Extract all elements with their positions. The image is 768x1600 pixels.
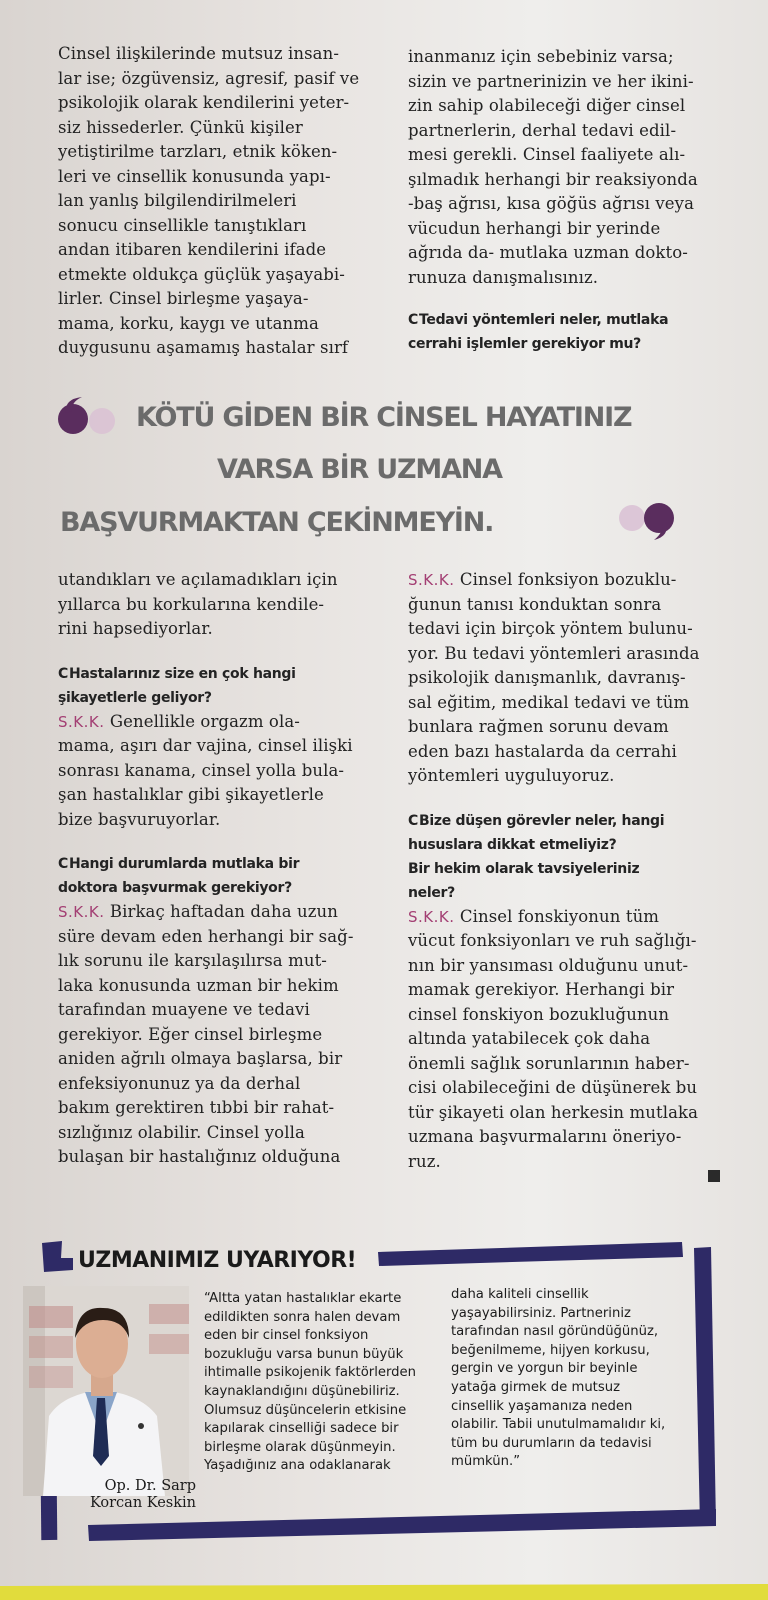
- text-line: psikolojik danışmanlık, davranış-: [408, 668, 686, 687]
- text-line: tüm bu durumların da tedavisi: [451, 1435, 652, 1451]
- expert-quote-right: [451, 1286, 691, 1472]
- text-line: ruz.: [408, 1151, 441, 1171]
- question-mark: C: [408, 312, 418, 328]
- text-line: utandıkları ve açılamadıkları için: [58, 570, 338, 589]
- text-line: aniden ağrılı olmaya başlarsa, bir: [58, 1049, 343, 1068]
- pull-quote-line: KÖTÜ GİDEN BİR CİNSEL HAYATINIZ: [136, 402, 632, 433]
- text-line: mesi gerekli. Cinsel faaliyete alı-: [408, 145, 686, 164]
- text-line: bunlara rağmen sorunu devam: [408, 717, 669, 736]
- text-line: ihtimalle psikojenik faktörlerden: [204, 1365, 417, 1381]
- text-line: yor. Bu tedavi yöntemleri arasında: [408, 643, 700, 663]
- text-line: yetiştirilme tarzları, etnik köken-: [58, 142, 338, 161]
- text-line: eden bir cinsel fonksiyon: [204, 1328, 369, 1344]
- question-line: Tedavi yöntemleri neler, mutlaka: [418, 312, 669, 328]
- question-line: hususlara dikkat etmeliyiz?: [408, 836, 617, 853]
- answer-line: Genellikle orgazm ola-: [109, 711, 300, 731]
- doctor-name-line: Korcan Keskin: [89, 1495, 196, 1511]
- question-line: Hastalarınız size en çok hangi: [68, 665, 296, 682]
- text-line: vücut fonksiyonları ve ruh sağlığı-: [408, 931, 697, 950]
- answer-line: Birkaç haftadan daha uzun: [109, 902, 338, 921]
- text-line: mama, aşırı dar vajina, cinsel ilişki: [58, 736, 353, 755]
- text-line: yıllarca bu korkularına kendile-: [58, 594, 325, 614]
- pull-quote-line: VARSA BİR UZMANA: [217, 454, 502, 485]
- question-line: Hangi durumlarda mutlaka bir: [68, 856, 300, 872]
- text-line: sonrası kanama, cinsel yolla bula-: [58, 760, 345, 780]
- text-line: -baş ağrısı, kısa göğüs ağrısı veya: [408, 194, 695, 213]
- text-line: olabilir. Tabii unutulmamalıdır ki,: [451, 1417, 666, 1433]
- text-line: bakım gerektiren tıbbi bir rahat-: [58, 1098, 335, 1117]
- text-line: siz hissederler. Çünkü kişiler: [58, 117, 303, 137]
- text-line: vücudun herhangi bir yerinde: [408, 218, 661, 238]
- text-line: beğenilmeme, hijyen korkusu,: [451, 1342, 650, 1358]
- text-line: lık sorunu ile karşılaşılırsa mut-: [58, 951, 327, 970]
- text-line: sızlığınız olabilir. Cinsel yolla: [58, 1122, 305, 1142]
- text-line: sal eğitim, medikal tedavi ve tüm: [408, 692, 690, 712]
- interviewee-initials: S.K.K.: [58, 903, 105, 921]
- text-line: yaşayabilirsiniz. Partneriniz: [451, 1305, 631, 1321]
- question-mark: C: [58, 856, 68, 872]
- text-line: andan itibaren kendilerini ifade: [58, 240, 327, 259]
- text-line: nın bir yansıması olduğunu unut-: [408, 955, 689, 975]
- text-line: edildikten sonra halen devam: [204, 1309, 401, 1325]
- text-line: eden bazı hastalarda da cerrahi: [408, 741, 677, 761]
- question-line: neler?: [408, 884, 455, 901]
- text-line: psikolojik olarak kendilerini yeter-: [58, 93, 350, 112]
- doctor-name-line: Op. Dr. Sarp: [104, 1478, 196, 1494]
- question-line: Bize düşen görevler neler, hangi: [418, 812, 665, 829]
- text-line: rini hapsediyorlar.: [58, 619, 213, 638]
- text-line: birleşme olarak düşünmeyin.: [204, 1439, 396, 1455]
- text-line: tür şikayeti olan herkesin mutlaka: [408, 1102, 699, 1122]
- text-line: uzmana başvurmalarını öneriyo-: [408, 1127, 682, 1146]
- question-line: şikayetlerle geliyor?: [58, 689, 212, 706]
- text-line: cisi olabileceğini de düşünerek bu: [408, 1078, 698, 1097]
- text-line: ağrıda da- mutlaka uzman dokto-: [408, 243, 688, 262]
- text-line: gerekiyor. Eğer cinsel birleşme: [58, 1024, 323, 1044]
- text-line: enfeksiyonunuz ya da derhal: [58, 1073, 301, 1093]
- question-line: doktora başvurmak gerekiyor?: [58, 880, 292, 896]
- text-line: laka konusunda uzman bir hekim: [58, 975, 339, 995]
- question-mark: C: [408, 812, 418, 829]
- text-line: duygusunu aşamamış hastalar sırf: [58, 338, 349, 357]
- text-line: “Altta yatan hastalıklar ekarte: [204, 1291, 402, 1306]
- text-line: ğunun tanısı konduktan sonra: [408, 594, 662, 614]
- text-line: tedavi için birçok yöntem bulunu-: [408, 619, 693, 638]
- text-line: partnerlerin, derhal tedavi edil-: [408, 120, 677, 140]
- text-line: sizin ve partnerinizin ve her ikini-: [408, 71, 694, 91]
- doctor-photo: [23, 1286, 189, 1496]
- text-line: yöntemleri uyguluyoruz.: [408, 766, 615, 785]
- text-line: mümkün.”: [451, 1454, 521, 1470]
- text-line: Olumsuz düşüncelerin etkisine: [204, 1402, 407, 1418]
- answer-line: Cinsel fonksiyon bozuklu-: [459, 570, 677, 589]
- quote-text: [204, 1290, 434, 1476]
- text-line: zin sahip olabileceği diğer cinsel: [408, 96, 686, 115]
- text-line: daha kaliteli cinsellik: [451, 1287, 589, 1302]
- text-line: lirler. Cinsel birleşme yaşaya-: [58, 289, 309, 308]
- text-line: Cinsel ilişkilerinde mutsuz insan-: [58, 44, 340, 63]
- question-mark: C: [58, 665, 68, 682]
- text-line: inanmanız için sebebiniz varsa;: [408, 47, 674, 66]
- text-line: altında yatabilecek çok daha: [408, 1029, 651, 1048]
- text-line: önemli sağlık sorunlarının haber-: [408, 1053, 690, 1073]
- interviewee-initials: S.K.K.: [408, 571, 455, 589]
- doctor-name: [72, 1478, 196, 1512]
- text-line: şılmadık herhangi bir reaksiyonda: [408, 169, 698, 189]
- question-line: Bir hekim olarak tavsiyeleriniz: [408, 860, 640, 877]
- text-line: bozukluğu varsa bunun büyük: [204, 1346, 404, 1362]
- text-line: bulaşan bir hastalığınız olduğuna: [58, 1147, 341, 1166]
- text-line: sonucu cinsellikle tanıştıkları: [58, 215, 307, 235]
- text-line: leri ve cinsellik konusunda yapı-: [58, 166, 331, 186]
- answer-line: Cinsel fonskiyonun tüm: [459, 906, 660, 926]
- quote-text: [451, 1286, 691, 1472]
- box-title: UZMANIMIZ UYARIYOR!: [78, 1248, 357, 1273]
- text-line: yatağa girmek de mutsuz: [451, 1379, 620, 1395]
- text-line: runuza danışmalısınız.: [408, 267, 599, 287]
- text-line: lan yanlış bilgilendirilmeleri: [58, 191, 297, 210]
- text-line: mama, korku, kaygı ve utanma: [58, 313, 319, 333]
- pull-quote-line: BAŞVURMAKTAN ÇEKİNMEYİN.: [60, 507, 494, 538]
- text-line: mamak gerekiyor. Herhangi bir: [408, 980, 675, 999]
- text-line: cinsel fonskiyon bozukluğunun: [408, 1004, 670, 1024]
- text-line: gergin ve yorgun bir beyinle: [451, 1361, 638, 1377]
- interviewee-initials: S.K.K.: [58, 712, 105, 731]
- text-line: kaynaklandığını düşünebiliriz.: [204, 1383, 400, 1399]
- text-line: tarafından nasıl göründüğünüz,: [451, 1324, 659, 1340]
- question-line: cerrahi işlemler gerekiyor mu?: [408, 336, 641, 352]
- text-line: şan hastalıklar gibi şikayetlerle: [58, 785, 324, 804]
- text-line: bize başvuruyorlar.: [58, 809, 221, 829]
- text-line: cinsellik yaşamanıza neden: [451, 1398, 633, 1414]
- text-line: kapılarak cinselliği sadece bir: [204, 1421, 399, 1437]
- text-line: Yaşadığınız ana odaklanarak: [204, 1458, 391, 1474]
- text-line: tarafından muayene ve tedavi: [58, 1000, 310, 1019]
- interviewee-initials: S.K.K.: [408, 907, 455, 926]
- expert-quote-left: [204, 1290, 434, 1476]
- text-line: süre devam eden herhangi bir sağ-: [58, 926, 354, 946]
- text-line: lar ise; özgüvensiz, agresif, pasif ve: [58, 68, 360, 88]
- text-line: etmekte oldukça güçlük yaşayabi-: [58, 264, 345, 284]
